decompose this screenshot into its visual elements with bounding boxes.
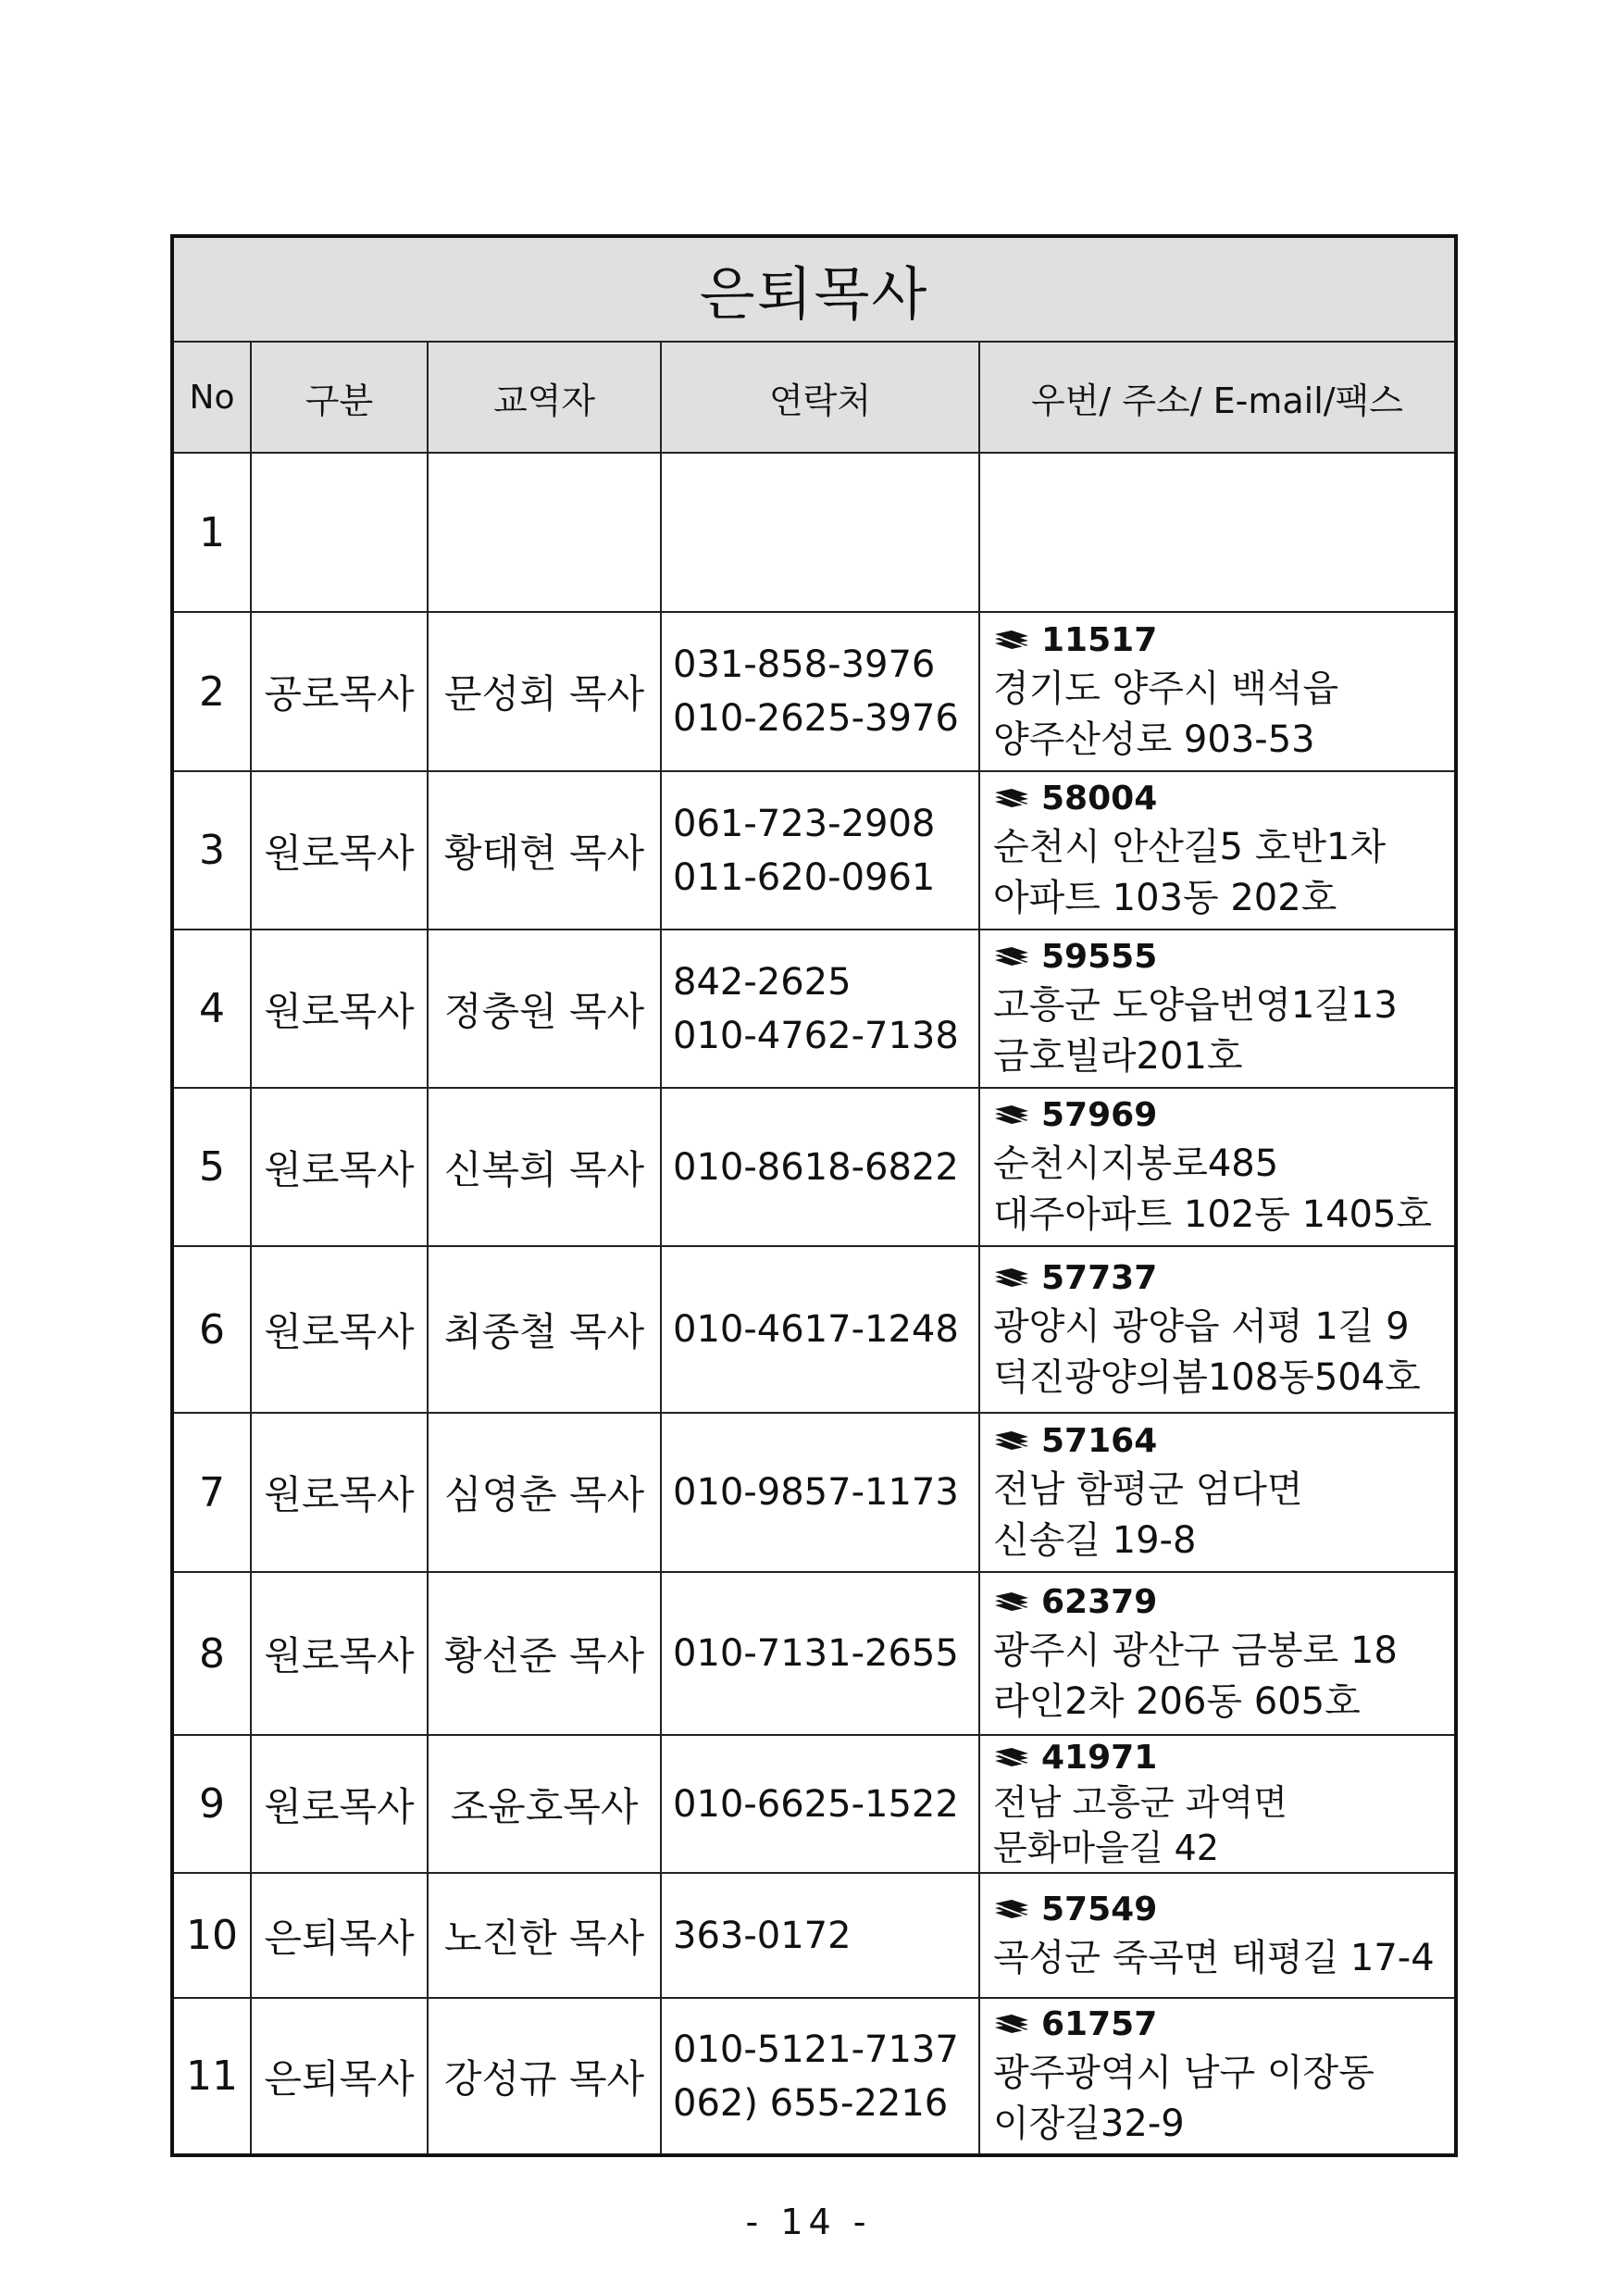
address-line: 아파트 103동 202호 xyxy=(993,877,1337,920)
postal-code-icon xyxy=(993,945,1030,969)
row-number: 1 xyxy=(172,453,251,612)
header-phone: 연락처 xyxy=(661,342,979,453)
postal-code-line xyxy=(993,2002,1454,2048)
postal-code-line xyxy=(993,1092,1454,1139)
phone-number: 061-723-2908 xyxy=(673,802,936,845)
postal-code-line xyxy=(993,1255,1454,1302)
address-line: 라인2차 206동 605호 xyxy=(993,1679,1361,1723)
address-line: 순천시 안산길5 호반1차 xyxy=(993,826,1387,869)
address-cell xyxy=(979,1088,1456,1246)
address-line: 경기도 양주시 백석읍 xyxy=(993,667,1339,710)
phone-number: 010-7131-2655 xyxy=(673,1632,959,1675)
pastor-name: 신복희 목사 xyxy=(428,1088,661,1246)
postal-code-icon xyxy=(993,1429,1030,1454)
table-row xyxy=(172,1246,1456,1413)
address-cell xyxy=(979,1572,1456,1735)
table-row xyxy=(172,612,1456,771)
postal-code-icon xyxy=(993,1898,1030,1922)
address-line: 전남 고흥군 과역면 xyxy=(993,1781,1287,1823)
address-line: 광양시 광양읍 서평 1길 9 xyxy=(993,1304,1410,1348)
postal-code-line xyxy=(993,1418,1454,1465)
postal-code: 57164 xyxy=(1041,1421,1158,1460)
address-line: 양주산성로 903-53 xyxy=(993,718,1315,761)
pastor-name: 조윤호목사 xyxy=(428,1735,661,1873)
pastor-category: 원로목사 xyxy=(251,771,428,930)
address-line: 금호빌라201호 xyxy=(993,1035,1243,1079)
address-line: 이장길32-9 xyxy=(993,2103,1185,2146)
phone-number: 010-8618-6822 xyxy=(673,1145,959,1189)
address-line: 광주시 광산구 금봉로 18 xyxy=(993,1628,1398,1672)
pastor-name: 심영춘 목사 xyxy=(428,1413,661,1572)
address-line: 순천시지봉로485 xyxy=(993,1142,1279,1186)
address-cell xyxy=(979,930,1456,1088)
pastor-name: 강성규 목사 xyxy=(428,1998,661,2155)
postal-code-icon xyxy=(993,1104,1030,1128)
header-row xyxy=(172,342,1456,453)
table-row xyxy=(172,1873,1456,1998)
postal-code: 62379 xyxy=(1041,1582,1158,1621)
address-line: 문화마을길 42 xyxy=(993,1827,1219,1868)
postal-code-line xyxy=(993,776,1454,822)
row-number: 4 xyxy=(172,930,251,1088)
address-line: 대주아파트 102동 1405호 xyxy=(993,1193,1433,1237)
row-number: 10 xyxy=(172,1873,251,1998)
pastor-name: 정충원 목사 xyxy=(428,930,661,1088)
contact-cell xyxy=(661,1998,979,2155)
address-line: 광주광역시 남구 이장동 xyxy=(993,2052,1374,2095)
postal-code: 11517 xyxy=(1041,620,1158,659)
address-line: 고흥군 도양읍번영1길13 xyxy=(993,984,1398,1028)
phone-number: 010-9857-1173 xyxy=(673,1471,959,1514)
phone-number: 031-858-3976 xyxy=(673,643,936,686)
postal-code-line xyxy=(993,1737,1454,1780)
pastor-category: 공로목사 xyxy=(251,612,428,771)
header-address: 우번/ 주소/ E-mail/팩스 xyxy=(979,342,1456,453)
phone-number: 363-0172 xyxy=(673,1914,852,1957)
phone-number: 011-620-0961 xyxy=(673,855,936,899)
contact-cell xyxy=(661,453,979,612)
table-row xyxy=(172,1088,1456,1246)
row-number: 6 xyxy=(172,1246,251,1413)
row-number: 5 xyxy=(172,1088,251,1246)
contact-cell xyxy=(661,1572,979,1735)
table-row xyxy=(172,930,1456,1088)
postal-code-line xyxy=(993,934,1454,980)
table-row xyxy=(172,1735,1456,1873)
pastor-name xyxy=(428,453,661,612)
phone-number: 842-2625 xyxy=(673,960,852,1004)
row-number: 8 xyxy=(172,1572,251,1735)
row-number: 11 xyxy=(172,1998,251,2155)
postal-code-line xyxy=(993,1579,1454,1626)
postal-code-line xyxy=(993,1887,1454,1933)
address-cell xyxy=(979,1413,1456,1572)
header-name: 교역자 xyxy=(428,342,661,453)
contact-cell xyxy=(661,1873,979,1998)
phone-number: 010-5121-7137 xyxy=(673,2028,959,2071)
page-number: - 14 - xyxy=(745,2202,872,2242)
address-cell xyxy=(979,453,1456,612)
postal-code: 57969 xyxy=(1041,1096,1158,1135)
table-row xyxy=(172,1998,1456,2155)
contact-cell xyxy=(661,1246,979,1413)
address-cell xyxy=(979,1873,1456,1998)
pastor-category: 원로목사 xyxy=(251,1246,428,1413)
postal-code: 57737 xyxy=(1041,1258,1158,1297)
row-number: 7 xyxy=(172,1413,251,1572)
address-line: 전남 함평군 엄다면 xyxy=(993,1467,1303,1511)
table-row xyxy=(172,453,1456,612)
phone-number: 010-4762-7138 xyxy=(673,1014,959,1057)
row-number: 2 xyxy=(172,612,251,771)
postal-code: 61757 xyxy=(1041,2005,1158,2044)
address-cell xyxy=(979,1998,1456,2155)
contact-cell xyxy=(661,1413,979,1572)
phone-number: 010-4617-1248 xyxy=(673,1308,959,1351)
contact-cell xyxy=(661,771,979,930)
pastor-name: 최종철 목사 xyxy=(428,1246,661,1413)
address-cell xyxy=(979,771,1456,930)
pastor-category: 은퇴목사 xyxy=(251,1873,428,1998)
table-title: 은퇴목사 xyxy=(172,236,1456,342)
address-cell xyxy=(979,1735,1456,1873)
phone-number: 010-2625-3976 xyxy=(673,697,959,740)
pastor-category: 은퇴목사 xyxy=(251,1998,428,2155)
contact-cell xyxy=(661,930,979,1088)
pastor-name: 문성회 목사 xyxy=(428,612,661,771)
phone-number: 010-6625-1522 xyxy=(673,1782,959,1826)
postal-code-icon xyxy=(993,1746,1030,1770)
postal-code-line xyxy=(993,618,1454,664)
header-no: No xyxy=(172,342,251,453)
table-row xyxy=(172,1572,1456,1735)
table-row xyxy=(172,1413,1456,1572)
postal-code-icon xyxy=(993,787,1030,811)
pastor-category: 원로목사 xyxy=(251,1413,428,1572)
pastor-category: 원로목사 xyxy=(251,930,428,1088)
address-cell xyxy=(979,1246,1456,1413)
contact-cell xyxy=(661,1088,979,1246)
pastor-name: 황태현 목사 xyxy=(428,771,661,930)
phone-number: 062) 655-2216 xyxy=(673,2081,949,2125)
postal-code: 41971 xyxy=(1041,1738,1158,1777)
pastor-name: 황선준 목사 xyxy=(428,1572,661,1735)
pastor-category: 원로목사 xyxy=(251,1735,428,1873)
pastor-name: 노진한 목사 xyxy=(428,1873,661,1998)
postal-code-icon xyxy=(993,1267,1030,1291)
contact-cell xyxy=(661,1735,979,1873)
postal-code: 58004 xyxy=(1041,780,1158,818)
postal-code-icon xyxy=(993,629,1030,653)
pastor-category: 원로목사 xyxy=(251,1572,428,1735)
postal-code: 57549 xyxy=(1041,1890,1158,1929)
pastor-category: 원로목사 xyxy=(251,1088,428,1246)
table-row xyxy=(172,771,1456,930)
address-cell xyxy=(979,612,1456,771)
address-line: 신송길 19-8 xyxy=(993,1518,1197,1562)
postal-code-icon xyxy=(993,2013,1030,2037)
header-type: 구분 xyxy=(251,342,428,453)
retired-pastors-table xyxy=(170,234,1458,2157)
postal-code: 59555 xyxy=(1041,938,1158,977)
contact-cell xyxy=(661,612,979,771)
address-line: 곡성군 죽곡면 태평길 17-4 xyxy=(993,1936,1435,1979)
row-number: 3 xyxy=(172,771,251,930)
address-line: 덕진광양의봄108동504호 xyxy=(993,1355,1421,1399)
row-number: 9 xyxy=(172,1735,251,1873)
pastor-category xyxy=(251,453,428,612)
postal-code-icon xyxy=(993,1591,1030,1615)
